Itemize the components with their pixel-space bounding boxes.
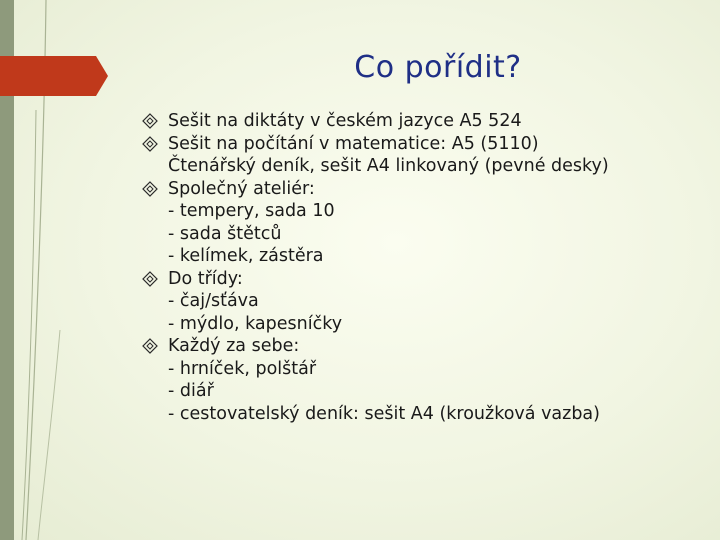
bullet-line: Sešit na diktáty v českém jazyce A5 524 <box>168 111 522 131</box>
bullet-item <box>140 268 700 336</box>
slide-title: Co pořídit? <box>354 50 522 85</box>
bullet-line: - hrníček, polštář <box>168 358 317 379</box>
diamond-outline-icon <box>142 338 158 354</box>
diamond-outline-icon <box>142 113 158 129</box>
diamond-outline-icon <box>142 181 158 197</box>
diamond-outline-icon <box>142 271 158 287</box>
bullet-item <box>140 178 700 268</box>
bullet-item <box>140 133 700 178</box>
bullet-line: - sada štětců <box>168 223 282 244</box>
bullet-list <box>140 110 700 425</box>
bullet-line: Každý za sebe: <box>168 336 300 356</box>
bullet-item <box>140 335 700 425</box>
bullet-line: - cestovatelský deník: sešit A4 (kroužková vazba) <box>168 403 600 424</box>
bullet-line: - mýdlo, kapesníčky <box>168 313 343 334</box>
bullet-line: - kelímek, zástěra <box>168 246 324 266</box>
bullet-line: Do třídy: <box>168 268 243 289</box>
bullet-line: - diář <box>168 381 214 401</box>
bullet-line: - čaj/sťáva <box>168 291 259 311</box>
title-ribbon <box>0 56 108 96</box>
bullet-line: Společný ateliér: <box>168 178 315 199</box>
bullet-line: Sešit na počítání v matematice: A5 (5110) <box>168 133 539 154</box>
bullet-line: - tempery, sada 10 <box>168 201 335 221</box>
diamond-outline-icon <box>142 136 158 152</box>
bullet-item <box>140 110 700 133</box>
bullet-line: Čtenářský deník, sešit A4 linkovaný (pevné desky) <box>168 156 609 176</box>
